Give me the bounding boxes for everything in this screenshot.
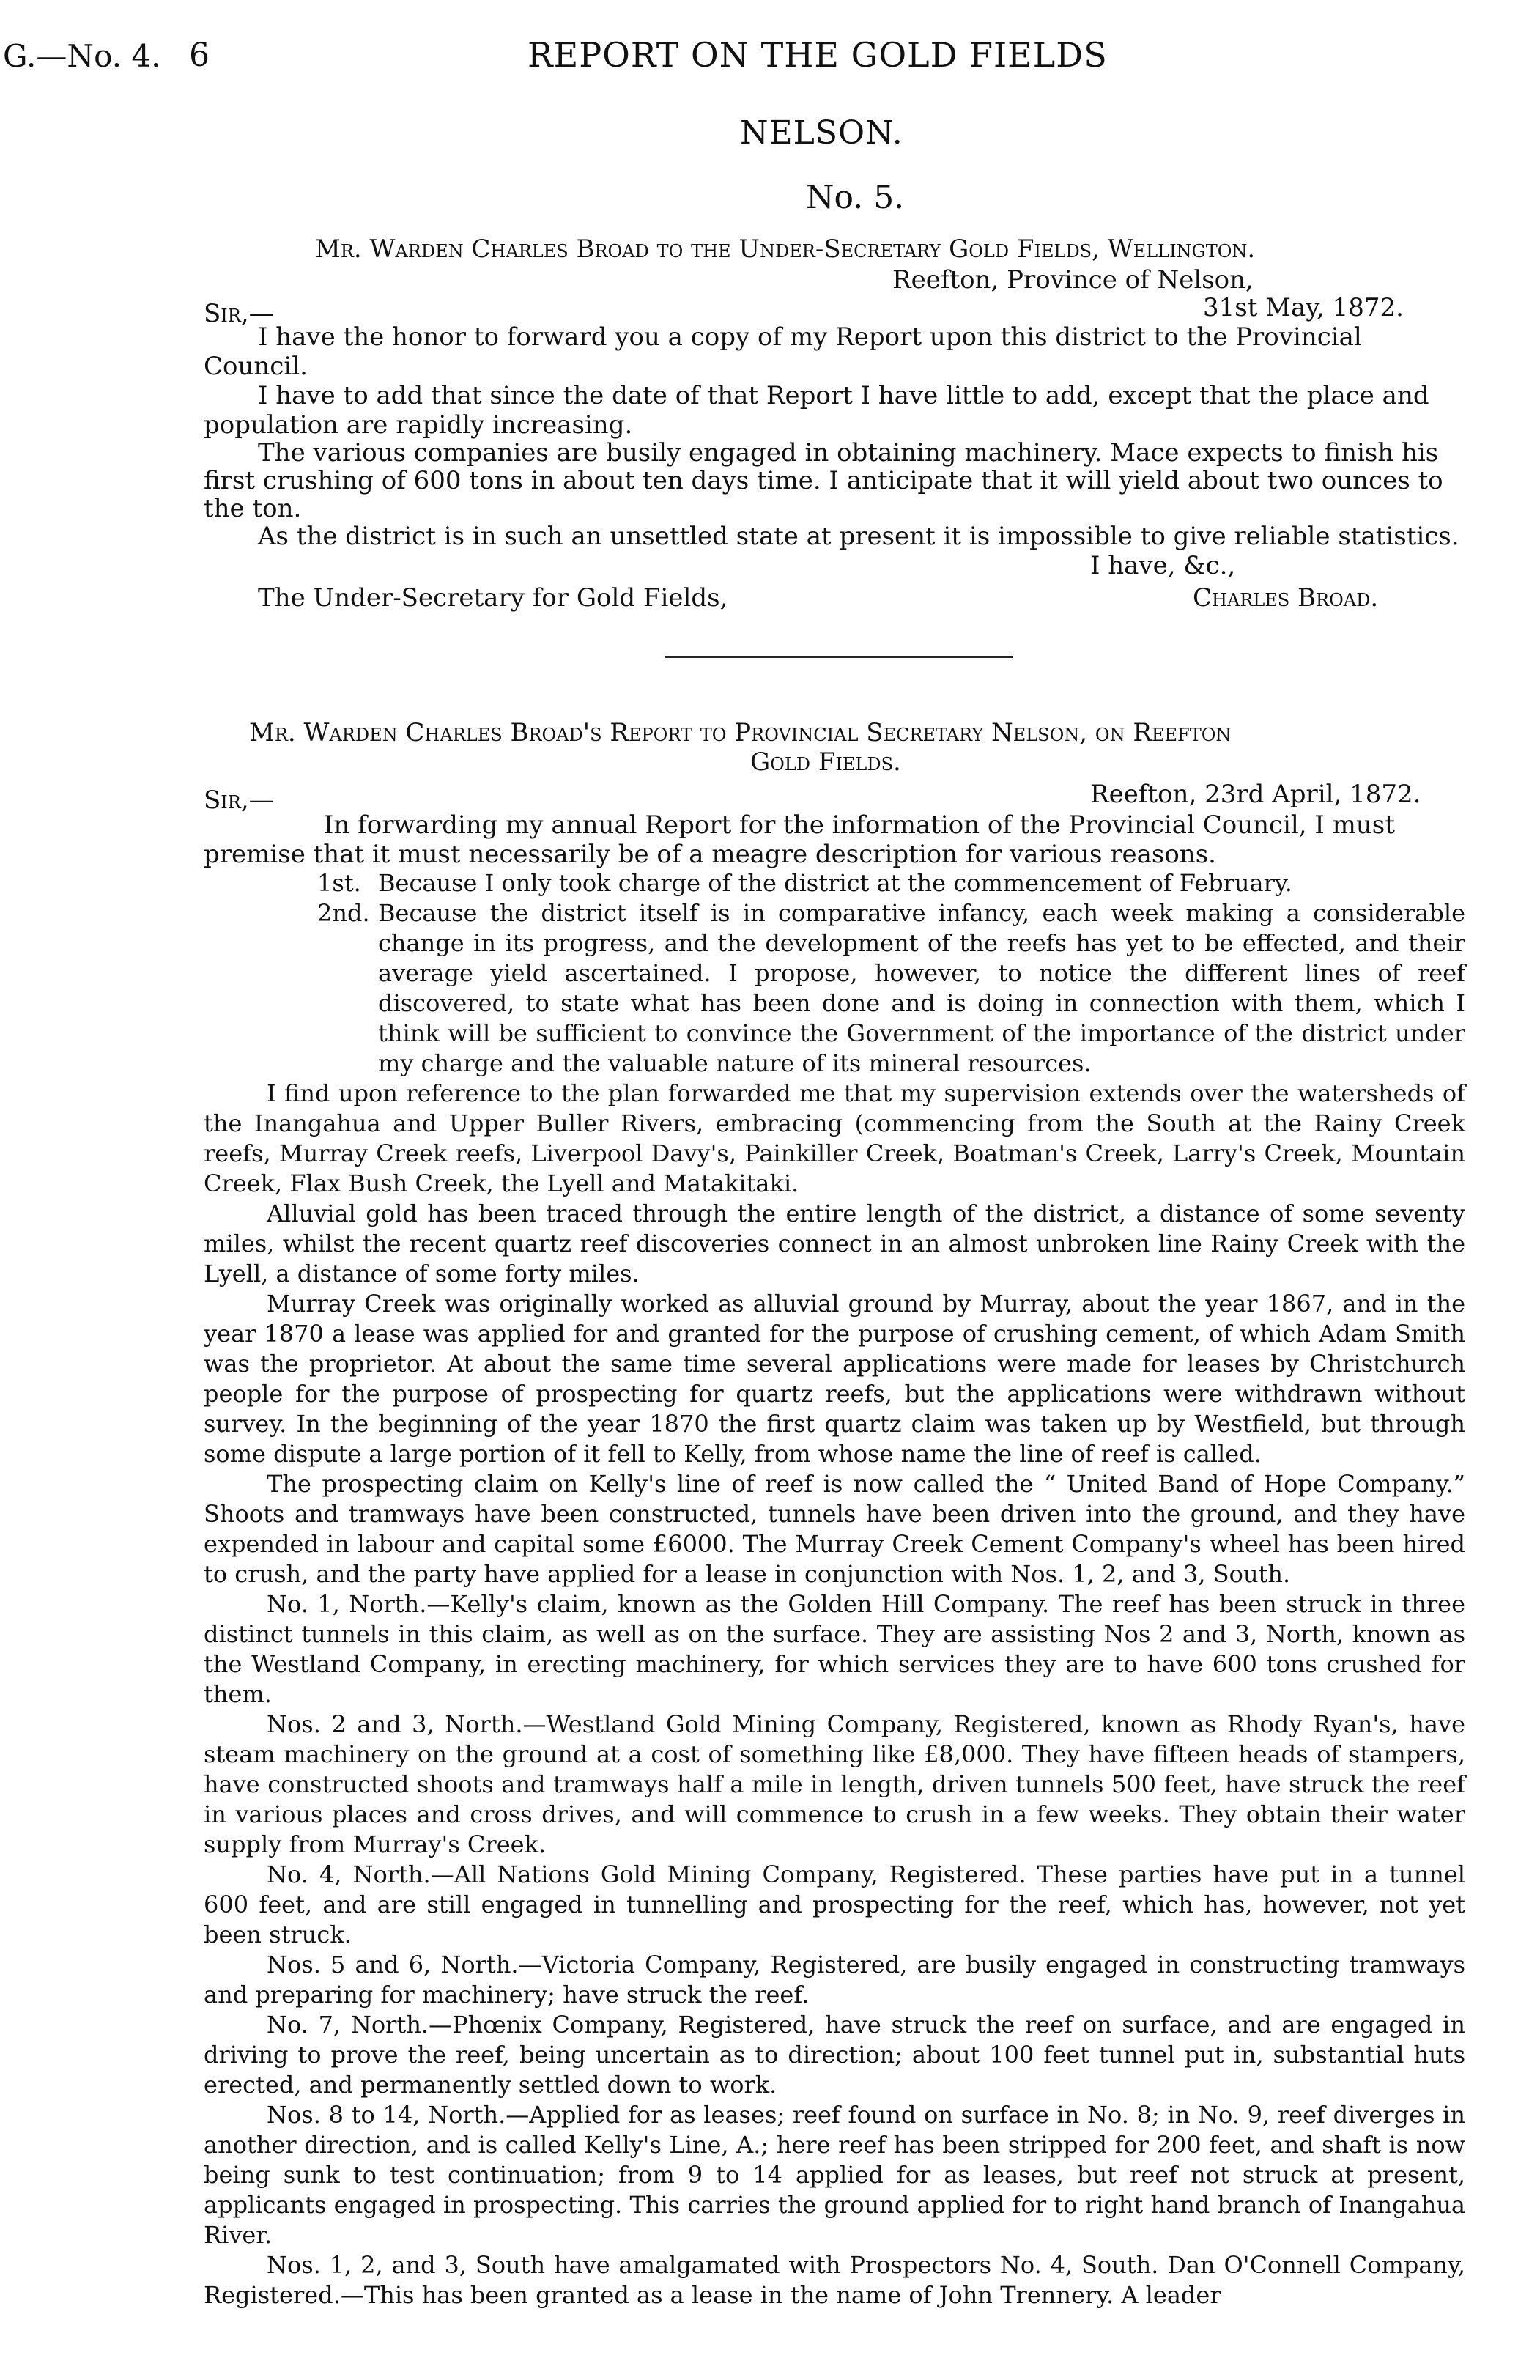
letter-paragraph-line: I have the honor to forward you a copy of my Report upon this district to the Provincial	[258, 322, 1362, 352]
list-item	[204, 868, 1465, 898]
letter-addressee: The Under-Secretary for Gold Fields,	[258, 583, 728, 613]
list-marker: 1st.	[317, 869, 361, 897]
page-number: 6	[189, 37, 210, 74]
paragraph: Nos. 1, 2, and 3, South have amalgamated with Prospectors No. 4, South. Dan O'Connell Company, Registered.—This has been granted as a lease in the name of John Trennery. A leader	[204, 2251, 1465, 2309]
letter-paragraph-line: population are rapidly increasing.	[204, 410, 633, 440]
report-title-continued: Gold Fields.	[750, 747, 901, 777]
report-salutation: Sir,—	[204, 786, 274, 815]
report-intro-line: premise that it must necessarily be of a meagre description for various reasons.	[204, 840, 1216, 869]
section-divider	[665, 656, 1013, 658]
letter-from-line: Mr. Warden Charles Broad to the Under-Secretary Gold Fields, Wellington.	[315, 234, 1256, 264]
report-intro-line: In forwarding my annual Report for the information of the Provincial Council, I must	[324, 810, 1395, 840]
page-title: REPORT ON THE GOLD FIELDS	[527, 35, 1108, 75]
paragraph: Alluvial gold has been traced through the entire length of the district, a distance of some seventy miles, whilst the recent quartz reef discoveries connect in an almost unbroken line Rainy Creek with the Lyell, a distance of some forty miles.	[204, 1200, 1465, 1287]
letter-date: 31st May, 1872.	[1203, 293, 1404, 322]
letter-paragraph-line: The various companies are busily engaged in obtaining machinery. Mace expects to finish his	[258, 438, 1439, 468]
report-body	[204, 868, 1465, 2310]
paragraph: No. 4, North.—All Nations Gold Mining Company, Registered. These parties have put in a tunnel 600 feet, and are still engaged in tunnelling and prospecting for the reef, which has, however, not yet been struck.	[204, 1860, 1465, 1948]
letter-place: Reefton, Province of Nelson,	[892, 265, 1254, 295]
paragraph: I find upon reference to the plan forwarded me that my supervision extends over the watersheds of the Inangahua and Upper Buller Rivers, embracing (commencing from the South at the Rainy Creek reefs, Murray Creek reefs, Liverpool Davy's, Painkiller Creek, Boatman's Creek, Larry's Creek, Mountain Creek, Flax Bush Creek, the Lyell and Matakitaki.	[204, 1079, 1465, 1197]
letter-paragraph-line: As the district is in such an unsettled state at present it is impossible to give reliable statistics.	[258, 522, 1459, 551]
list-marker: 2nd.	[317, 899, 370, 927]
paragraph: The prospecting claim on Kelly's line of reef is now called the “ United Band of Hope Company.” Shoots and tramways have been constructed, tunnels have been driven into the ground, and they have expended in labour and capital some £6000. The Murray Creek Cement Company's wheel has been hired to crush, and the party have applied for a lease in conjunction with Nos. 1, 2, and 3, South.	[204, 1470, 1465, 1588]
paragraph: No. 1, North.—Kelly's claim, known as the Golden Hill Company. The reef has been struck in three distinct tunnels in this claim, as well as on the surface. They are assisting Nos 2 and 3, North, known as the Westland Company, in erecting machinery, for which services they are to have 600 tons crushed for them.	[204, 1590, 1465, 1708]
paragraph: Nos. 5 and 6, North.—Victoria Company, Registered, are busily engaged in constructing tramways and preparing for machinery; have struck the reef.	[204, 1951, 1465, 2008]
document-number: No. 5.	[806, 179, 905, 216]
report-title: Mr. Warden Charles Broad's Report to Provincial Secretary Nelson, on Reefton	[249, 718, 1232, 747]
letter-salutation: Sir,—	[204, 299, 274, 328]
letter-paragraph-line: I have to add that since the date of that Report I have little to add, except that the place and	[258, 381, 1429, 410]
letter-signature: Charles Broad.	[1193, 583, 1379, 613]
paragraph: Nos. 2 and 3, North.—Westland Gold Mining Company, Registered, known as Rhody Ryan's, have steam machinery on the ground at a cost of something like £8,000. They have fifteen heads of stampers, have constructed shoots and tramways half a mile in length, driven tunnels 500 feet, have struck the reef in various places and cross drives, and will commence to crush in a few weeks. They obtain their water supply from Murray's Creek.	[204, 1710, 1465, 1858]
letter-paragraph-line: the ton.	[204, 494, 302, 523]
list-item	[204, 898, 1465, 1079]
report-date: Reefton, 23rd April, 1872.	[1090, 780, 1421, 809]
paragraph: Nos. 8 to 14, North.—Applied for as leases; reef found on surface in No. 8; in No. 9, reef diverges in another direction, and is called Kelly's Line, A.; here reef has been stripped for 200 feet, and shaft is now being sunk to test continuation; from 9 to 14 applied for as leases, but reef not struck at present, applicants engaged in prospecting. This carries the ground applied for to right hand branch of Inangahua River.	[204, 2101, 1465, 2249]
letter-closing: I have, &c.,	[1090, 551, 1236, 580]
paragraph: No. 7, North.—Phœnix Company, Registered, have struck the reef on surface, and are engaged in driving to prove the reef, being uncertain as to direction; about 100 feet tunnel put in, substantial huts erected, and permanently settled down to work.	[204, 2011, 1465, 2099]
letter-paragraph-line: Council.	[204, 352, 308, 381]
list-item-text: Because I only took charge of the district at the commencement of February.	[378, 869, 1292, 897]
letter-paragraph-line: first crushing of 600 tons in about ten days time. I anticipate that it will yield about two ounces to	[204, 466, 1443, 495]
paragraph: Murray Creek was originally worked as alluvial ground by Murray, about the year 1867, and in the year 1870 a lease was applied for and granted for the purpose of crushing cement, of which Adam Smith was the proprietor. At about the same time several applications were made for leases by Christchurch people for the purpose of prospecting for quartz reefs, but the applications were withdrawn without survey. In the beginning of the year 1870 the first quartz claim was taken up by Westfield, but through some dispute a large portion of it fell to Kelly, from whose name the line of reef is called.	[204, 1290, 1465, 1468]
list-item-text: Because the district itself is in comparative infancy, each week making a considerable change in its progress, and the development of the reefs has yet to be effected, and their average yield ascertained. I propose, however, to notice the different lines of reef discovered, to state what has been done and is doing in connection with them, which I think will be sufficient to convince the Government of the importance of the district under my charge and the valuable nature of its mineral resources.	[378, 899, 1465, 1077]
header-reference: G.—No. 4.	[3, 38, 161, 74]
region-heading: NELSON.	[740, 114, 903, 152]
